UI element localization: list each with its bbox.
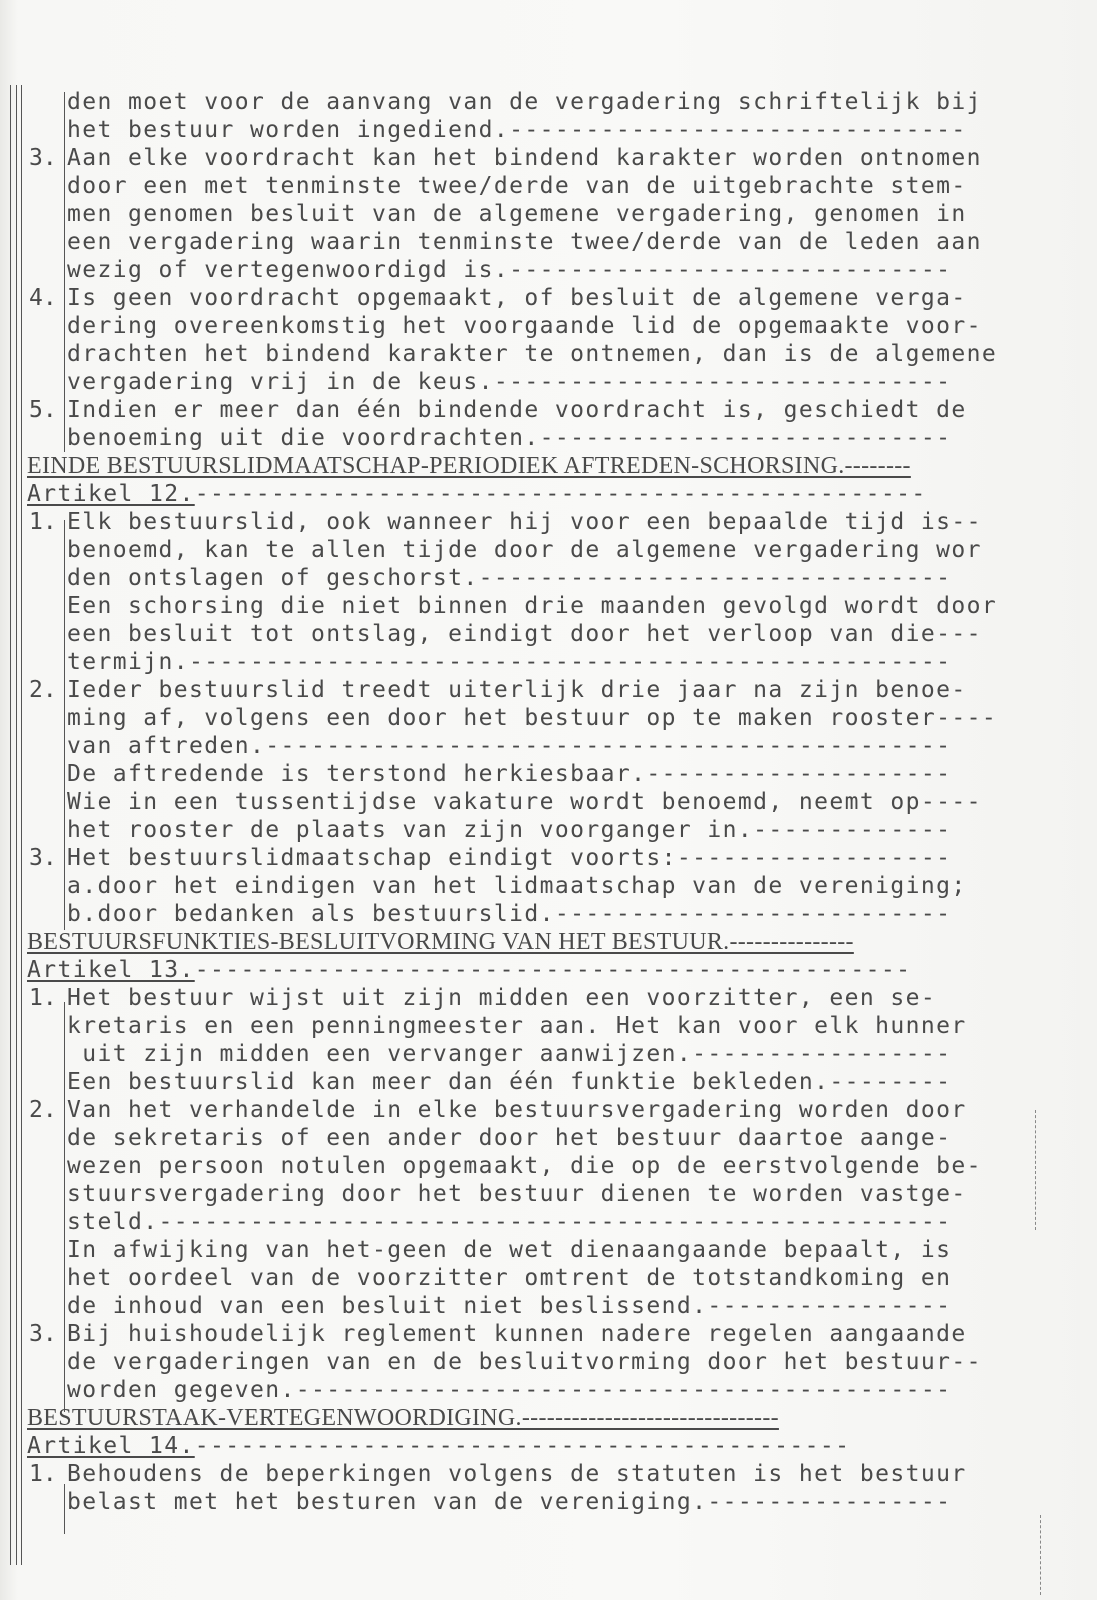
item-number: 3. xyxy=(29,1321,57,1347)
text-line: een besluit tot ontslag, eindigt door het verloop van die--- xyxy=(67,621,982,647)
article-dashes: ----------------------------------------------- xyxy=(194,957,912,983)
text-line: het oordeel van de voorzitter omtrent de totstandkoming en xyxy=(67,1265,952,1291)
margin-bar-art13 xyxy=(64,1002,65,1412)
item-number: 1. xyxy=(29,985,57,1011)
binding-line-3 xyxy=(21,85,22,1565)
article-dashes: ------------------------------------------------ xyxy=(194,481,927,507)
article-dashes: ------------------------------------------- xyxy=(194,1433,851,1459)
right-margin-mark xyxy=(1035,1110,1036,1230)
binding-line-1 xyxy=(10,85,11,1565)
text-line: benoeming uit die voordrachten.--------------------------- xyxy=(67,425,952,451)
text-line: Aan elke voordracht kan het bindend karakter worden ontnomen xyxy=(67,145,982,171)
text-line: a.door het eindigen van het lidmaatschap van de vereniging; xyxy=(67,873,967,899)
article-heading xyxy=(27,1432,850,1460)
text-line: Een bestuurslid kan meer dan één funktie bekleden.-------- xyxy=(67,1069,952,1095)
article-heading xyxy=(27,480,927,508)
text-line: Van het verhandelde in elke bestuursvergadering worden door xyxy=(67,1097,967,1123)
text-line: men genomen besluit van de algemene vergadering, genomen in xyxy=(67,201,967,227)
article-label: Artikel 13. xyxy=(27,957,195,983)
item-number: 1. xyxy=(29,1461,57,1487)
text-line: Wie in een tussentijdse vakature wordt benoemd, neemt op---- xyxy=(67,789,982,815)
text-line: Elk bestuurslid, ook wanneer hij voor een bepaalde tijd is-- xyxy=(67,509,982,535)
text-line: den moet voor de aanvang van de vergadering schriftelijk bij xyxy=(67,89,982,115)
text-line: een vergadering waarin tenminste twee/derde van de leden aan xyxy=(67,229,982,255)
article-label: Artikel 14. xyxy=(27,1433,195,1459)
item-number: 2. xyxy=(29,1097,57,1123)
text-line: benoemd, kan te allen tijde door de algemene vergadering wor xyxy=(67,537,982,563)
text-line: de inhoud van een besluit niet beslissend.---------------- xyxy=(67,1293,952,1319)
text-line: het bestuur worden ingediend.------------------------------ xyxy=(67,117,967,143)
margin-bar-art12 xyxy=(64,520,65,930)
article-label: Artikel 12. xyxy=(27,481,195,507)
margin-bar-top xyxy=(64,92,65,452)
text-line: wezig of vertegenwoordigd is.----------------------------- xyxy=(67,257,952,283)
binding-line-2 xyxy=(16,85,17,1565)
right-margin-mark xyxy=(1040,1515,1041,1595)
text-line: Indien er meer dan één bindende voordracht is, geschiedt de xyxy=(67,397,967,423)
margin-bar-art14 xyxy=(64,1484,65,1534)
text-line: De aftredende is terstond herkiesbaar.-------------------- xyxy=(67,761,952,787)
text-line: Is geen voordracht opgemaakt, of besluit de algemene verga- xyxy=(67,285,967,311)
text-line: In afwijking van het-geen de wet dienaangaande bepaalt, is xyxy=(67,1237,952,1263)
text-line: Een schorsing die niet binnen drie maanden gevolgd wordt door xyxy=(67,593,998,619)
text-line: de sekretaris of een ander door het bestuur daartoe aange- xyxy=(67,1125,952,1151)
text-line: b.door bedanken als bestuurslid.-------------------------- xyxy=(67,901,952,927)
text-line: kretaris en een penningmeester aan. Het kan voor elk hunner xyxy=(67,1013,967,1039)
text-line: het rooster de plaats van zijn voorganger in.------------- xyxy=(67,817,952,843)
item-number: 2. xyxy=(29,677,57,703)
text-line: belast met het besturen van de vereniging.---------------- xyxy=(67,1489,952,1515)
text-line: worden gegeven.------------------------------------------- xyxy=(67,1377,952,1403)
text-line: termijn.-------------------------------------------------- xyxy=(67,649,952,675)
text-line: dering overeenkomstig het voorgaande lid de opgemaakte voor- xyxy=(67,313,982,339)
section-heading: BESTUURSFUNKTIES-BESLUITVORMING VAN HET BESTUUR.--------------- xyxy=(27,929,854,955)
text-line: van aftreden.--------------------------------------------- xyxy=(67,733,952,759)
text-line: Het bestuurslidmaatschap eindigt voorts:------------------ xyxy=(67,845,952,871)
text-line: uit zijn midden een vervanger aanwijzen.----------------- xyxy=(67,1041,952,1067)
text-line: Ieder bestuurslid treedt uiterlijk drie jaar na zijn benoe- xyxy=(67,677,967,703)
text-line: Bij huishoudelijk reglement kunnen nadere regelen aangaande xyxy=(67,1321,967,1347)
text-line: Het bestuur wijst uit zijn midden een voorzitter, een se- xyxy=(67,985,937,1011)
text-line: door een met tenminste twee/derde van de uitgebrachte stem- xyxy=(67,173,967,199)
text-line: stuursvergadering door het bestuur dienen te worden vastge- xyxy=(67,1181,967,1207)
item-number: 1. xyxy=(29,509,57,535)
item-number: 5. xyxy=(29,397,57,423)
text-line: wezen persoon notulen opgemaakt, die op de eerstvolgende be- xyxy=(67,1153,982,1179)
text-line: drachten het bindend karakter te ontnemen, dan is de algemene xyxy=(67,341,998,367)
article-heading xyxy=(27,956,911,984)
text-line: den ontslagen of geschorst.------------------------------- xyxy=(67,565,952,591)
section-heading: EINDE BESTUURSLIDMAATSCHAP-PERIODIEK AFTREDEN-SCHORSING.-------- xyxy=(27,453,911,479)
text-line: ming af, volgens een door het bestuur op te maken rooster---- xyxy=(67,705,998,731)
text-line: de vergaderingen van en de besluitvorming door het bestuur-- xyxy=(67,1349,982,1375)
text-line: Behoudens de beperkingen volgens de statuten is het bestuur xyxy=(67,1461,967,1487)
text-line: vergadering vrij in de keus.------------------------------ xyxy=(67,369,952,395)
item-number: 3. xyxy=(29,145,57,171)
item-number: 3. xyxy=(29,845,57,871)
item-number: 4. xyxy=(29,285,57,311)
section-heading: BESTUURSTAAK-VERTEGENWOORDIGING.------------------------------- xyxy=(27,1405,779,1431)
text-line: steld.---------------------------------------------------- xyxy=(67,1209,952,1235)
